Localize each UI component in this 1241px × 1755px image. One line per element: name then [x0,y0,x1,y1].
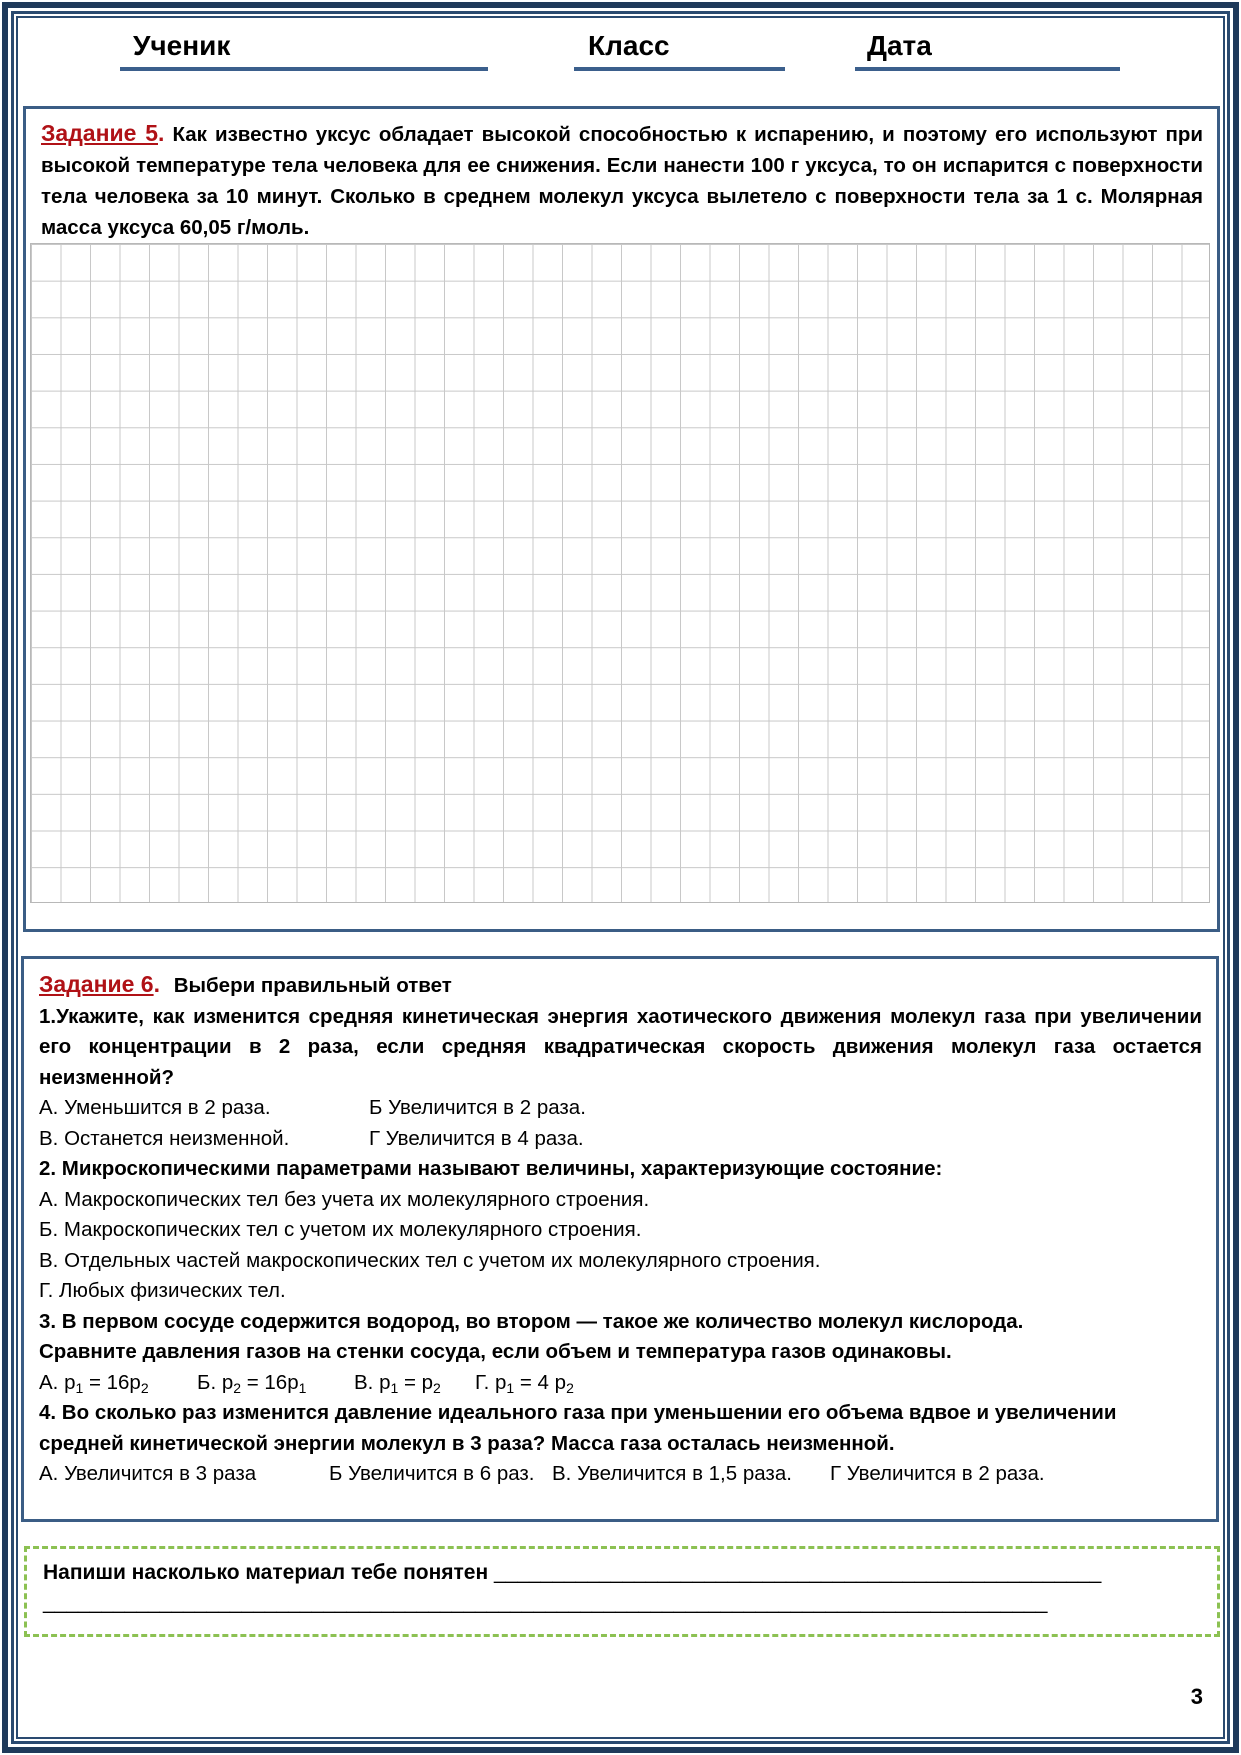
task6-content [39,969,1202,1490]
task5-title: Задание 5 [41,120,158,146]
feedback-blank-1[interactable]: ____________________________________________________ [494,1561,1102,1584]
task6-title: Задание 6 [39,971,154,997]
q3-option-d[interactable]: Г. $p_1 = 4$ $p_2$ [475,1370,574,1396]
page-number: 3 [1190,1684,1203,1709]
date-line[interactable] [855,67,1120,71]
task6-heading [39,969,1202,1002]
question-4-options [39,1459,1202,1490]
class-label: Класс [588,30,670,61]
question-3-options [39,1368,1202,1399]
class-line[interactable] [574,67,785,71]
q3-option-b[interactable]: Б. $p_2 = 16p_1$ [197,1370,307,1396]
answer-grid[interactable] [30,243,1210,903]
q2-option-a[interactable]: А. Макроскопических тел без учета их молекулярного строения. [39,1187,650,1211]
question-2: 2. Микроскопическими параметрами называют величины, характеризующие состояние: [39,1157,943,1180]
q2-option-b[interactable]: Б. Макроскопических тел с учетом их молекулярного строения. [39,1218,642,1241]
q3-option-a[interactable]: А. $p_1 = 16p_2$ [39,1370,149,1396]
q4-option-c[interactable]: В. Увеличится в 1,5 раза. [552,1462,792,1485]
feedback-row-1 [43,1561,1101,1585]
feedback-prompt: Напиши насколько материал тебе понятен [43,1561,489,1584]
question-3-line-2: Сравните давления газов на стенки сосуда, если объем и температура газов одинаковы. [39,1340,952,1363]
question-4: 4. Во сколько раз изменится давление идеального газа при уменьшении его объема вдвое и увеличении средней кинетической энергии молекул в 3 раза? Масса газа осталась неизменной. [39,1401,1117,1455]
task6-title-dot: . [153,971,160,997]
q1-option-c[interactable]: В. Останется неизменной. [39,1126,290,1150]
task5-text-block [41,118,1203,243]
q1-option-b[interactable]: Б Увеличится в 2 раза. [369,1096,586,1119]
question-3-line-1: 3. В первом сосуде содержится водород, во втором — такое же количество молекул кислорода. [39,1309,1024,1333]
q4-option-d[interactable]: Г Увеличится в 2 раза. [830,1462,1045,1485]
q4-option-b[interactable]: Б Увеличится в 6 раз. [329,1462,535,1485]
q2-option-c[interactable]: В. Отдельных частей макроскопических тел с учетом их молекулярного строения. [39,1248,821,1272]
student-name-line[interactable] [120,67,488,71]
question-1-row-2 [39,1124,1202,1155]
task5-problem: Как известно уксус обладает высокой способностью к испарению, и поэтому его используют при высокой температуре тела человека для ее снижения. Если нанести 100 г уксуса, то он испарится с поверхности тела человека за 10 минут. Сколько в среднем молекул уксуса вылетело с поверхности тела за 1 с. Молярная масса уксуса 60,05 г/моль. [41,123,1203,239]
q2-option-d[interactable]: Г. Любых физических тел. [39,1279,286,1302]
q1-option-a[interactable]: А. Уменьшится в 2 раза. [39,1096,271,1119]
question-1-row-1 [39,1093,1202,1124]
feedback-box [24,1546,1220,1637]
q1-option-d[interactable]: Г Увеличится в 4 раза. [369,1126,584,1150]
task6-instruction: Выбери правильный ответ [173,974,452,997]
task5-title-dot: . [158,120,165,146]
feedback-blank-2[interactable]: ______________________________________________________________________________________ [43,1591,1048,1614]
question-1: 1.Укажите, как изменится средняя кинетическая энергия хаотического движения молекул газа при увеличении его концентрации в 2 раза, если средняя квадратическая скорость движения молекул газа остается неизменной? [39,1004,1202,1089]
student-label: Ученик [133,30,231,61]
q3-option-c[interactable]: В. $p_1 = p_2$ [354,1370,441,1396]
date-label: Дата [867,30,932,61]
q4-option-a[interactable]: А. Увеличится в 3 раза [39,1462,257,1485]
